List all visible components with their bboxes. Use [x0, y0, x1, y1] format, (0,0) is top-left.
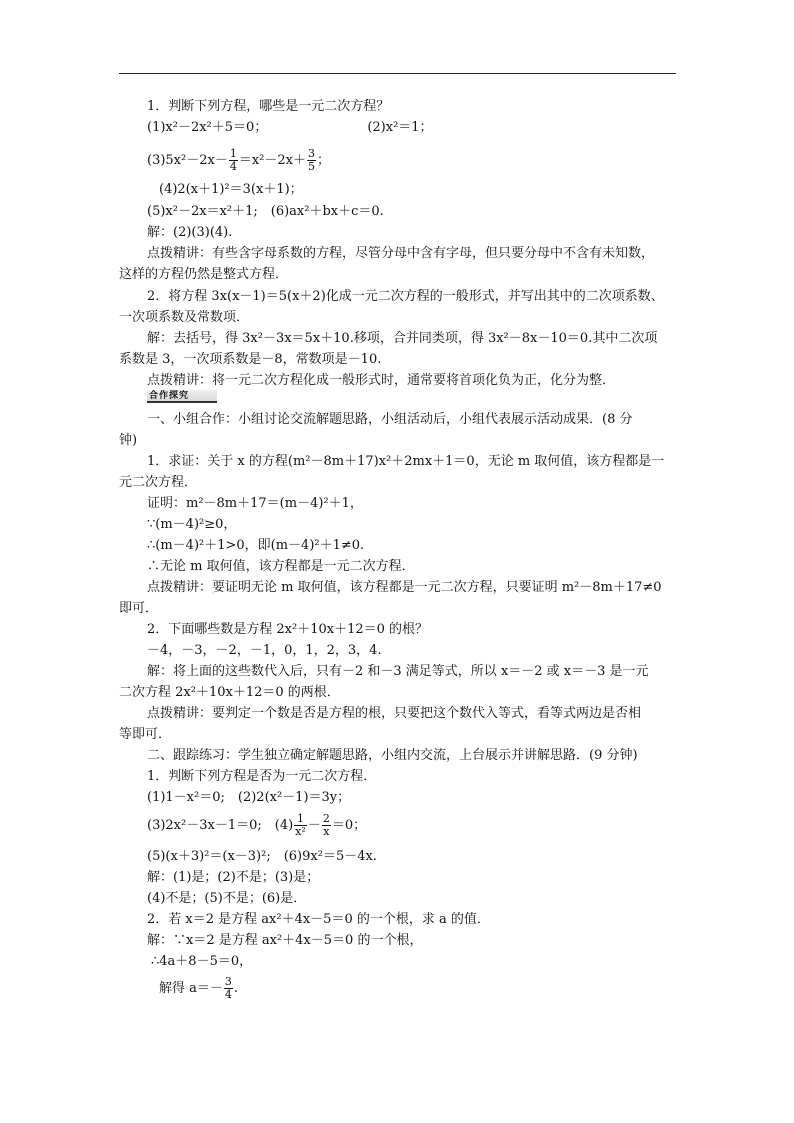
p2-answer-2: 二次方程 2x²＋10x＋12＝0 的两根． [119, 685, 340, 700]
q1-option-2: (2)x²＝1； [367, 120, 433, 135]
t1-options-3-4: (3)2x²－3x－1＝0; (4) $\frac{1}{\text{x²}}$ － $\frac{2}{x}$ ＝0； [147, 812, 367, 838]
q2-title-2: 一次项系数及常数项． [119, 310, 250, 325]
q2-title-1: 2．将方程 3x(x－1)＝5(x＋2)化成一元二次方程的一般形式，并写出其中的二次项系数、 [147, 289, 664, 304]
p1-proof-3: ∴(m－4)²＋1>0，即(m－4)²＋1≠0. [147, 538, 365, 553]
fraction: $\frac{3}{5}$ [308, 147, 315, 173]
p2-title: 2．下面哪些数是方程 2x²＋10x＋12＝0 的根？ [147, 622, 429, 637]
p1-tip-1: 点拨精讲：要证明无论 m 取何值，该方程都是一元二次方程，只要证明 m²－8m＋17≠0 [147, 580, 662, 595]
t1-options-1-2: (1)1－x²＝0; (2)2(x²－1)＝3y； [147, 790, 351, 805]
p2-numbers: －4，－3，－2，－1，0，1，2，3，4. [147, 643, 382, 658]
q1-tip-1: 点拨精讲：有些含字母系数的方程，尽管分母中含有字母，但只要分母中不含有未知数， [147, 246, 655, 261]
p1-proof-1: 证明：m²－8m＋17＝(m－4)²＋1， [147, 496, 363, 511]
section-2-heading: 二、跟踪练习：学生独立确定解题思路，小组内交流，上台展示并讲解思路．(9 分钟) [147, 748, 638, 763]
p1-proof-4: ∴无论 m 取何值，该方程都是一元二次方程． [147, 559, 415, 574]
fraction: $\frac{2}{x}$ [322, 812, 330, 838]
q1-title: 1．判断下列方程，哪些是一元二次方程？ [147, 99, 390, 114]
p1-proof-2: ∵(m－4)²≥0， [147, 517, 237, 532]
t2-title: 2．若 x＝2 是方程 ax²＋4x－5＝0 的一个根，求 a 的值． [147, 912, 490, 927]
t1-options-5-6: (5)(x＋3)²＝(x－3)²; (6)9x²＝5－4x. [147, 849, 377, 864]
t1-title: 1．判断下列方程是否为一元二次方程． [147, 769, 377, 784]
q2-answer-1: 解：去括号，得 3x²－3x＝5x＋10.移项，合并同类项，得 3x²－8x－10＝0.其中二次项 [147, 331, 658, 346]
fraction: $\frac{3}{4}$ [224, 975, 232, 1001]
q1-tip-2: 这样的方程仍然是整式方程． [119, 267, 289, 282]
t2-answer-2: ∴4a＋8－5＝0， [151, 954, 253, 969]
q1-answer: 解：(2)(3)(4). [147, 225, 233, 240]
p2-answer-1: 解：将上面的这些数代入后，只有－2 和－3 满足等式，所以 x＝－2 或 x＝－3 是一元 [147, 664, 649, 679]
t1-answer-1: 解：(1)是；(2)不是；(3)是； [147, 870, 320, 885]
section-badge: 合作探究 [147, 390, 217, 403]
section-1-heading-1: 一、小组合作：小组讨论交流解题思路，小组活动后，小组代表展示活动成果．(8 分 [147, 412, 633, 427]
p2-tip-2: 等即可． [119, 727, 172, 742]
t2-answer-3: 解得 a＝－ $\frac{3}{4}$ . [159, 975, 239, 1001]
t1-answer-2: (4)不是；(5)不是；(6)是． [147, 891, 307, 906]
p2-tip-1: 点拨精讲：要判定一个数是否是方程的根，只要把这个数代入等式，看等式两边是否相 [147, 706, 642, 721]
section-1-heading-2: 钟) [119, 433, 138, 448]
q1-option-4: (4)2(x＋1)²＝3(x＋1)； [159, 182, 303, 197]
fraction: $\frac{1}{\text{x²}}$ [295, 812, 306, 838]
p1-title-2: 元二次方程． [119, 475, 198, 490]
q2-answer-2: 系数是 3，一次项系数是－8，常数项是－10. [119, 352, 382, 367]
t2-answer-1: 解：∵x＝2 是方程 ax²＋4x－5＝0 的一个根， [147, 933, 423, 948]
p1-tip-2: 即可． [119, 601, 159, 616]
q1-option-line-1 [147, 119, 707, 137]
q1-option-1: (1)x²－2x²＋5＝0； [147, 120, 268, 135]
q1-option-3: (3)5x²－2x－ $\frac{1}{4}$ ＝x²－2x＋ $\frac{3}{5}$ ； [147, 147, 331, 173]
fraction: $\frac{1}{4}$ [229, 147, 237, 173]
p1-title-1: 1．求证：关于 x 的方程(m²－8m＋17)x²＋2mx＋1＝0，无论 m 取何值，该方程都是一 [147, 454, 665, 469]
q1-option-5-6: (5)x²－2x＝x²＋1; (6)ax²＋bx＋c＝0. [147, 204, 384, 219]
q2-tip: 点拨精讲：将一元二次方程化成一般形式时，通常要将首项化负为正，化分为整． [147, 373, 616, 388]
header-rule [119, 73, 676, 74]
